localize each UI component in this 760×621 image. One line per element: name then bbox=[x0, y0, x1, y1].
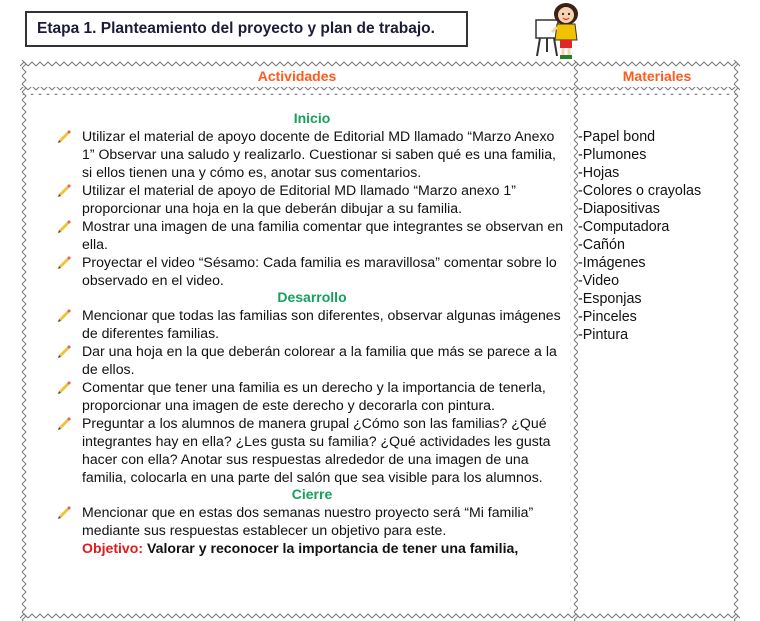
pencil-icon bbox=[56, 182, 71, 197]
item-text: Mencionar que todas las familias son diferentes, observar algunas imágenes de diferentes familias. bbox=[82, 307, 561, 341]
pencil-icon bbox=[56, 343, 71, 358]
material-item: -Diapositivas bbox=[578, 201, 660, 217]
material-item: -Pinceles bbox=[578, 309, 637, 325]
activities-column bbox=[56, 110, 568, 557]
section-title-inicio: Inicio bbox=[293, 110, 331, 126]
item-text: Comentar que tener una familia es un derecho y la importancia de tenerla, proporcionar una imagen de este derecho y decorarla con pintura. bbox=[82, 379, 546, 413]
material-item: -Imágenes bbox=[578, 255, 646, 271]
objective-text: Valorar y reconocer la importancia de tener una familia, bbox=[143, 540, 519, 556]
material-item: -Colores o crayolas bbox=[578, 183, 702, 199]
list-item bbox=[56, 378, 568, 414]
material-item: -Plumones bbox=[578, 147, 647, 163]
pencil-icon bbox=[56, 218, 71, 233]
pencil-icon bbox=[56, 307, 71, 322]
material-item: -Computadora bbox=[578, 219, 670, 235]
section-title-desarrollo: Desarrollo bbox=[277, 289, 347, 305]
list-item bbox=[56, 306, 568, 342]
activities-header: Actividades bbox=[257, 68, 337, 84]
section-title-cierre: Cierre bbox=[291, 486, 333, 502]
list-item bbox=[56, 503, 568, 539]
materials-column bbox=[578, 128, 738, 344]
list-item bbox=[56, 181, 568, 217]
list-item bbox=[56, 342, 568, 378]
item-text: Utilizar el material de apoyo de Editorial MD llamado “Marzo anexo 1” proporcionar una hoja en la que deberán dibujar a su familia. bbox=[82, 182, 516, 216]
pencil-icon bbox=[56, 128, 71, 143]
item-text: Mostrar una imagen de una familia comentar que integrantes se observan en ella. bbox=[82, 218, 564, 252]
objective-line bbox=[56, 539, 568, 557]
pencil-icon bbox=[56, 254, 71, 269]
item-text: Utilizar el material de apoyo docente de Editorial MD llamado “Marzo Anexo 1” Observar una saludo y realizarlo. Cuestionar si saben qué es una familia, si ellos tienen una y cómo es, anotar sus comentarios. bbox=[82, 128, 556, 180]
item-text: Proyectar el video “Sésamo: Cada familia es maravillosa” comentar sobre lo observado en el video. bbox=[82, 254, 557, 288]
list-item bbox=[56, 253, 568, 289]
list-item bbox=[56, 217, 568, 253]
list-item bbox=[56, 414, 568, 486]
item-text: Preguntar a los alumnos de manera grupal ¿Cómo son las familias? ¿Qué integrantes hay en ella? ¿Les gusta su familia? ¿Qué actividades les gusta hacer con ella? Anotar sus respuestas alrededor de una imagen de una familia, colocarla en una parte del salón que sea visible para los alumnos. bbox=[82, 415, 551, 485]
materials-header: Materiales bbox=[622, 68, 692, 84]
material-item: -Video bbox=[578, 273, 620, 289]
pencil-icon bbox=[56, 415, 71, 430]
pencil-icon bbox=[56, 504, 71, 519]
material-item: -Cañón bbox=[578, 237, 625, 253]
item-text: Mencionar que en estas dos semanas nuestro proyecto será “Mi familia” mediante sus respuestas establecer un objetivo para este. bbox=[82, 504, 534, 538]
objective-label: Objetivo: bbox=[82, 540, 144, 556]
material-item: -Hojas bbox=[578, 165, 620, 181]
material-item: -Esponjas bbox=[578, 291, 642, 307]
girl-with-easel-icon bbox=[520, 0, 584, 62]
list-item bbox=[56, 127, 568, 181]
material-item: -Papel bond bbox=[578, 129, 656, 145]
activities-table bbox=[20, 60, 740, 621]
item-text: Dar una hoja en la que deberán colorear a la familia que más se parece a la de ellos. bbox=[82, 343, 557, 377]
material-item: -Pintura bbox=[578, 327, 629, 343]
stage-title: Etapa 1. Planteamiento del proyecto y plan de trabajo. bbox=[25, 11, 468, 47]
pencil-icon bbox=[56, 379, 71, 394]
